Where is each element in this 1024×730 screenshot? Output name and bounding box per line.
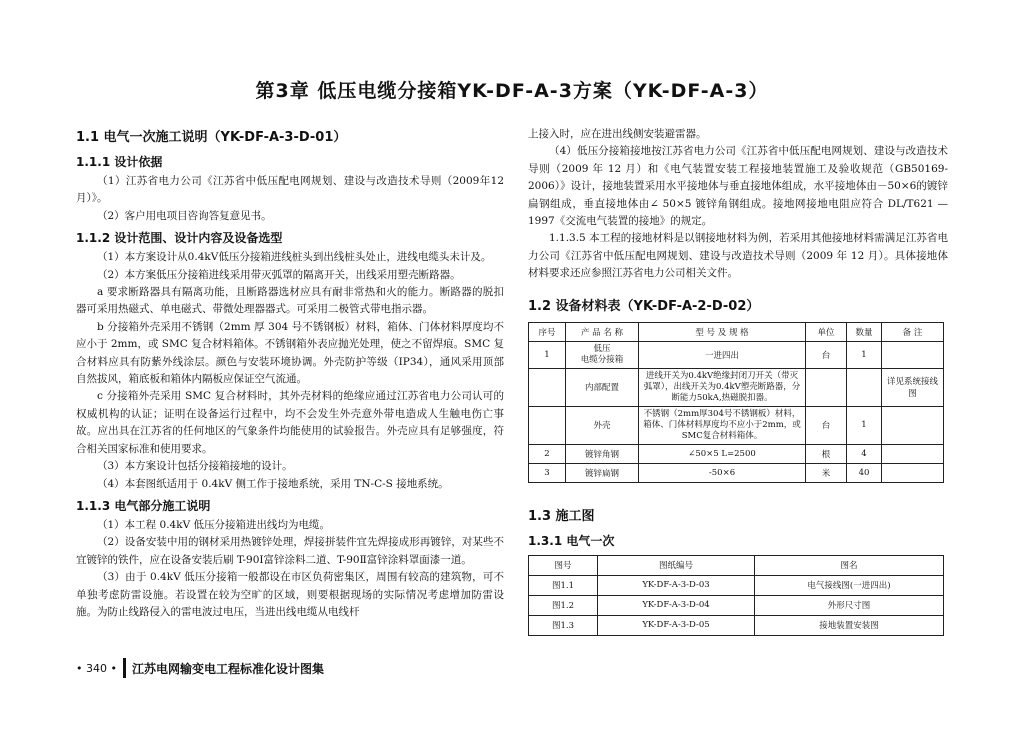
table-cell <box>882 406 944 444</box>
table-cell: 外形尺寸图 <box>755 595 944 615</box>
drawing-list-table <box>528 555 944 636</box>
table-cell: 进线开关为0.4kV绝缘封闭刀开关（带灭弧罩），出线开关为0.4kV塑壳断路器，分断能力50kA,热磁脱扣器。 <box>639 368 806 406</box>
paragraph: （4）本套图纸适用于 0.4kV 侧工作于接地系统，采用 TN-C-S 接地系统。 <box>97 477 449 490</box>
table-cell: 3 <box>529 463 566 482</box>
paragraph: （2）本方案低压分接箱进线采用带灭弧罩的隔离开关，出线采用塑壳断路器。 <box>97 268 461 281</box>
paragraph: （1）江苏省电力公司《江苏省中低压配电网规划、建设与改造技术导则（2009年12月）》。 <box>76 175 504 205</box>
table-row <box>529 463 944 482</box>
paragraph: （4）低压分接箱接地按江苏省电力公司《江苏省中低压配电网规划、建设与改造技术导则（2009 年 12 月）和《电气装置安装工程接地装置施工及验收规范（GB50169-2006）》设计，接地装置采用水平接地体与垂直接地体组成，水平接地体由－50×6的镀锌扁钢组成，垂直接地体由∠ 50×5 镀锌角钢组成。接地网接地电阻应符合 DL/T621 — 1997《交流电气装置的接地》的规定。 <box>528 145 948 228</box>
table-cell <box>529 368 566 406</box>
table-cell <box>806 368 847 406</box>
header-cell: 单位 <box>806 322 847 341</box>
paragraph: （3）本方案设计包括分接箱接地的设计。 <box>97 460 293 473</box>
section-1-3-title: 1.3 施工图 <box>528 508 595 524</box>
table-cell: YK-DF-A-3-D-04 <box>598 595 755 615</box>
section-1-2-title: 1.2 设备材料表（YK-DF-A-2-D-02） <box>528 298 760 314</box>
table-cell: 台 <box>806 341 847 368</box>
chapter-title: 第3章 低压电缆分接箱YK-DF-A-3方案（YK-DF-A-3） <box>255 80 769 102</box>
paragraph: （3）由于 0.4kV 低压分接箱一般都设在市区负荷密集区，周围有较高的建筑物，可不单独考虑防雷设施。若设置在较为空旷的区域，则要根据现场的实际情况考虑增加防雷设施。为防止线路侵入的雷电波过电压，当进出线电缆从电线杆 <box>76 571 504 618</box>
table-cell: 内部配置 <box>566 368 639 406</box>
section-1-1-1-title: 1.1.1 设计依据 <box>76 155 163 169</box>
right-column <box>528 126 948 636</box>
header-cell: 备 注 <box>882 322 944 341</box>
page-footer <box>76 658 324 678</box>
table-cell: 详见系统接线图 <box>882 368 944 406</box>
table-cell: 40 <box>847 463 882 482</box>
table-cell <box>882 463 944 482</box>
table-cell: ∠50×5 L=2500 <box>639 444 806 463</box>
table-cell: 1 <box>847 406 882 444</box>
table-cell: 外壳 <box>566 406 639 444</box>
table-cell: 1 <box>847 341 882 368</box>
book-title: 江苏电网输变电工程标准化设计图集 <box>131 661 324 676</box>
paragraph: （1）本工程 0.4kV 低压分接箱进出线均为电缆。 <box>97 518 330 531</box>
table-cell: 镀锌角钢 <box>566 444 639 463</box>
paragraph-continuation: 上接入时，应在进出线侧安装避雷器。 <box>528 128 707 140</box>
header-cell: 产 品 名 称 <box>566 322 639 341</box>
table-cell: -50×6 <box>639 463 806 482</box>
section-1-1-title: 1.1 电气一次施工说明（YK-DF-A-3-D-01） <box>76 130 347 145</box>
table-cell <box>847 368 882 406</box>
table-cell: YK-DF-A-3-D-05 <box>598 615 755 635</box>
paragraph: （2）设备安装中用的钢材采用热镀锌处理，焊接拼装件宜先焊接成形再镀锌，对某些不宜镀锌的铁件，应在设备安装后刷 T-90Ⅰ富锌涂料二道、T-90Ⅱ富锌涂料罩面漆一道。 <box>76 536 504 566</box>
table-cell: 台 <box>806 406 847 444</box>
header-cell: 图号 <box>529 555 598 575</box>
table-cell: 2 <box>529 444 566 463</box>
table-cell: 图1.3 <box>529 615 598 635</box>
paragraph: b 分接箱外壳采用不锈钢（2mm 厚 304 号不锈钢板）材料，箱体、门体材料厚度均不应小于 2mm，或 SMC 复合材料箱体。不锈钢箱外表应抛光处理，使之不留焊痕。SMC 复合材料应具有防紫外线涂层。颜色与安装环境协调。外壳防护等级（IP34），通风采用顶部自然拔风，箱底板和箱体内隔板应保证空气流通。 <box>76 320 504 386</box>
paragraph: 1.1.3.5 本工程的接地材料是以钢接地材料为例，若采用其他接地材料需满足江苏省电力公司《江苏省中低压配电网规划、建设与改造技术导则（2009 年 12 月）。具体接地体材料要求还应参照江苏省电力公司相关文件。 <box>528 232 948 280</box>
table-header-row <box>529 555 944 575</box>
equipment-material-table <box>528 322 944 483</box>
table-cell: 电气接线图(一进四出) <box>755 575 944 595</box>
paragraph: （2）客户用电项目咨询答复意见书。 <box>97 209 272 222</box>
table-header-row <box>529 322 944 341</box>
section-1-1-3-title: 1.1.3 电气部分施工说明 <box>76 498 211 513</box>
footer-divider-bar <box>123 658 126 678</box>
header-cell: 序号 <box>529 322 566 341</box>
table-row <box>529 575 944 595</box>
table-cell <box>882 444 944 463</box>
table-cell: 一进四出 <box>639 341 806 368</box>
table-cell <box>882 341 944 368</box>
section-1-1-2-title: 1.1.2 设计范围、设计内容及设备选型 <box>76 231 283 246</box>
paragraph: a 要求断路器具有隔离功能，且断路器选材应具有耐非常热和火的能力。断路器的脱扣器可采用热磁式、单电磁式、带微处理器器式。可采用二极管式带电指示器。 <box>76 286 504 316</box>
table-row <box>529 368 944 406</box>
paragraph: （1）本方案设计从0.4kV低压分接箱进线桩头到出线桩头处止，进线电缆头未计及。 <box>97 251 492 264</box>
table-cell: 镀锌扁钢 <box>566 463 639 482</box>
table-row <box>529 406 944 444</box>
table-row <box>529 615 944 635</box>
header-cell: 数量 <box>847 322 882 341</box>
table-cell: 4 <box>847 444 882 463</box>
header-cell: 图纸编号 <box>598 555 755 575</box>
table-cell: 接地装置安装图 <box>755 615 944 635</box>
table-cell: 低压 电缆分接箱 <box>566 341 639 368</box>
header-cell: 图名 <box>755 555 944 575</box>
left-column <box>76 126 504 621</box>
page-number: • 340 • <box>76 661 117 675</box>
paragraph: c 分接箱外壳采用 SMC 复合材料时，其外壳材料的绝缘应通过江苏省电力公司认可的权威机构的认证；证明在设备运行过程中，均不会发生外壳意外带电造成人生触电伤亡事故。应出具在江苏省的任何地区的气象条件均能使用的试验报告。外壳应具有足够强度，符合相关国家标准和使用要求。 <box>76 390 504 455</box>
table-cell: 1 <box>529 341 566 368</box>
table-cell: 不锈钢（2mm厚304号不锈钢板）材料，箱体、门体材料厚度均不应小于2mm，或SMC复合材料箱体。 <box>639 406 806 444</box>
header-cell: 型 号 及 规 格 <box>639 322 806 341</box>
table-cell: 米 <box>806 463 847 482</box>
table-cell: YK-DF-A-3-D-03 <box>598 575 755 595</box>
table-cell: 图1.2 <box>529 595 598 615</box>
table-cell <box>529 406 566 444</box>
table-cell: 根 <box>806 444 847 463</box>
table-row <box>529 595 944 615</box>
section-1-3-1-title: 1.3.1 电气一次 <box>528 533 615 548</box>
table-row <box>529 341 944 368</box>
table-cell: 图1.1 <box>529 575 598 595</box>
table-row <box>529 444 944 463</box>
